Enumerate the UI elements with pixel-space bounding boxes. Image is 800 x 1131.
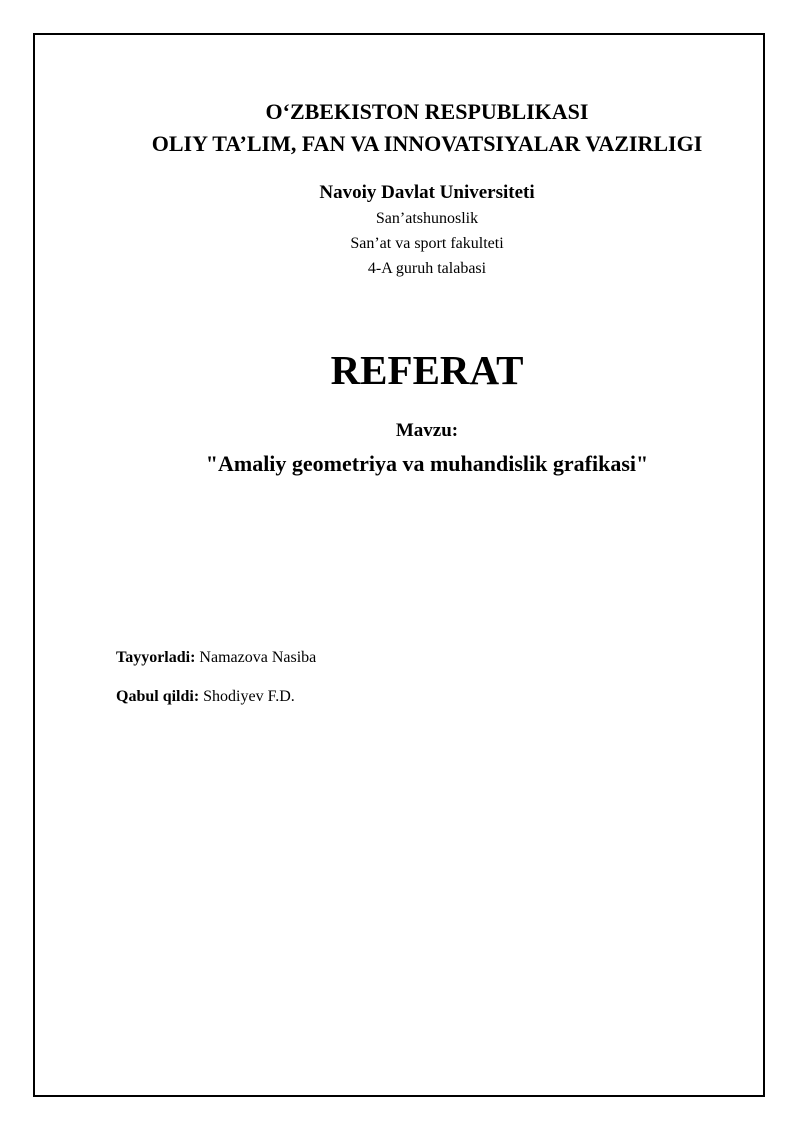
prepared-by-row [116, 647, 316, 669]
accepted-by-label: Qabul qildi: [116, 688, 200, 705]
university-name: Navoiy Davlat Universiteti [319, 182, 535, 203]
group-text: 4-A guruh talabasi [367, 260, 487, 277]
ministry-name-heading: OLIY TA’LIM, FAN VA INNOVATSIYALAR VAZIRLIGI [151, 131, 703, 156]
accepted-by-row [116, 686, 295, 708]
accepted-by-value: Shodiyev F.D. [203, 688, 295, 705]
prepared-by-label: Tayyorladi: [116, 649, 196, 666]
specialty-text: San’atshunoslik [375, 210, 479, 227]
faculty-text: San’at va sport fakulteti [350, 235, 504, 252]
topic-title: "Amaliy geometriya va muhandislik grafikasi" [205, 451, 649, 476]
ministry-country-heading: O‘ZBEKISTON RESPUBLIKASI [265, 99, 589, 124]
topic-label: Mavzu: [395, 420, 459, 441]
prepared-by-value: Namazova Nasiba [199, 649, 317, 666]
document-type-title: REFERAT [330, 347, 524, 393]
